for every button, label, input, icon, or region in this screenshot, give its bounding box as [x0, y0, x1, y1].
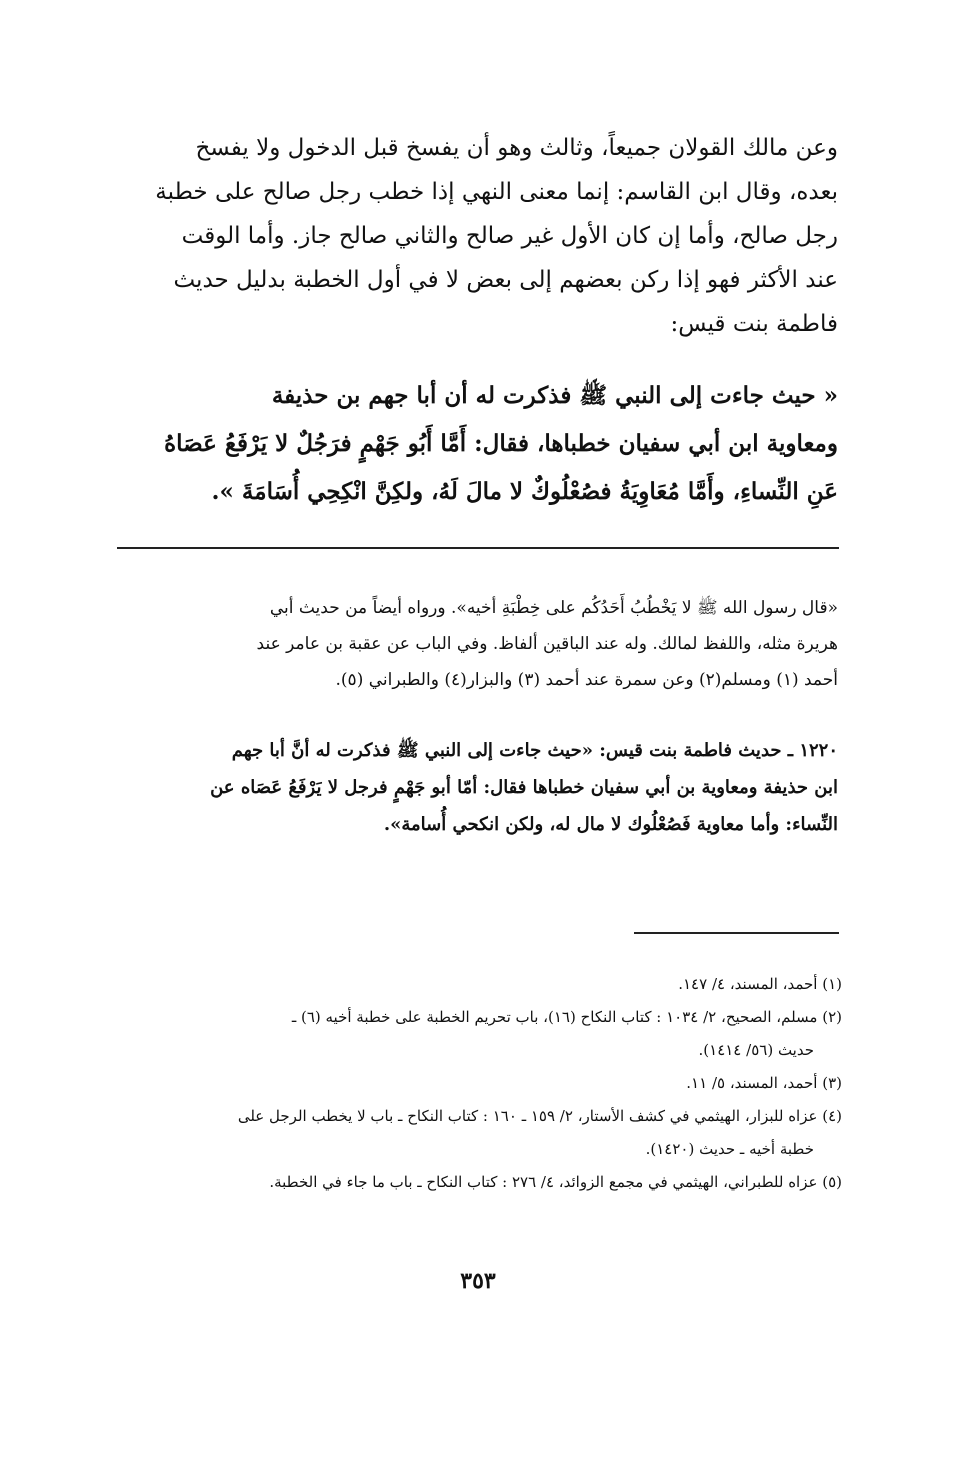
hadith-1220	[120, 732, 838, 843]
main-line: وعن مالك القولان جميعاً، وثالث وهو أن يفسخ قبل الدخول ولا يفسخ	[195, 135, 838, 161]
footnote-4-continued: خطبة أخيه ـ حديث (١٤٢٠).	[645, 1140, 814, 1158]
commentary-line: «قال رسول الله ﷺ لا يَخْطُبُ أَحَدُكُم على خِطْبَةِ أخيه». ورواه أيضاً من حديث أبي	[269, 598, 838, 618]
hadith-quote-line: ومعاوية ابن أبي سفيان خطباها، فقال: أَمَّا أَبُو جَهْمٍ فرَجُلٌ لا يَرْفَعُ عَصَاهُ	[164, 430, 838, 457]
footnote-2: (٢) مسلم، الصحيح، ٢/ ١٠٣٤ : كتاب النكاح (١٦)، باب تحريم الخطبة على خطبة أخيه (٦) ـ	[291, 1008, 842, 1026]
footnote-divider	[634, 932, 839, 934]
hadith-1220-line: ابن حذيفة ومعاوية بن أبي سفيان خطباها فقال: أمّا أبو جَهْمٍ فرجل لا يَرْفَعُ عَصَاه عن	[210, 777, 838, 798]
hadith-1220-line: ١٢٢٠ ـ حديث فاطمة بنت قيس: «حيث جاءت إلى النبي ﷺ فذكرت له أنَّ أبا جهم	[231, 740, 838, 761]
hadith-quote-line: عَنِ النِّساءِ، وأَمَّا مُعَاوِيَةُ فصُعْلُوكٌ لا مالَ لَهُ، ولكِنَّ انْكِحِي أُسَامَةَ ».	[211, 478, 838, 505]
main-line: رجل صالح، وأما إن كان الأول غير صالح والثاني صالح جاز. وأما الوقت	[181, 223, 838, 249]
hadith-quote	[112, 372, 838, 516]
main-line: بعده، وقال ابن القاسم: إنما معنى النهي إذا خطب رجل صالح على خطبة	[155, 179, 838, 205]
hadith-1220-line: النِّساء: وأما معاوية فَصُعْلُوك لا مال له، ولكن انكحي أُسامة».	[383, 814, 838, 835]
page-number: ٣٥٣	[460, 1268, 496, 1294]
footnote-4: (٤) عزاه للبزار، الهيثمي في كشف الأستار، ٢/ ١٥٩ ـ ١٦٠ : كتاب النكاح ـ باب لا يخطب الرجل على	[237, 1107, 842, 1125]
section-divider	[117, 547, 839, 549]
footnote-3: (٣) أحمد، المسند، ٥/ ١١.	[686, 1074, 842, 1092]
footnote-2-continued: حديث (٥٦/ ١٤١٤).	[698, 1041, 814, 1059]
commentary-line: هريرة مثله، واللفظ لمالك. وله عند الباقين ألفاظ. وفي الباب عن عقبة بن عامر عند	[256, 634, 838, 654]
footnote-5: (٥) عزاه للطبراني، الهيثمي في مجمع الزوائد، ٤/ ٢٧٦ : كتاب النكاح ـ باب ما جاء في الخطبة.	[269, 1173, 842, 1191]
footnote-1: (١) أحمد، المسند، ٤/ ١٤٧.	[678, 975, 842, 993]
commentary-paragraph	[120, 590, 838, 698]
hadith-quote-line: « حيث جاءت إلى النبي ﷺ فذكرت له أن أبا جهم بن حذيفة	[271, 382, 838, 409]
main-paragraph	[112, 126, 838, 346]
main-line: عند الأكثر فهو إذا ركن بعضهم إلى بعض لا في أول الخطبة بدليل حديث	[173, 267, 838, 293]
footnotes	[110, 968, 842, 1199]
commentary-line: أحمد (١) ومسلم(٢) وعن سمرة عند أحمد (٣) والبزار(٤) والطبراني (٥).	[335, 670, 838, 690]
main-line: فاطمة بنت قيس:	[670, 311, 838, 337]
